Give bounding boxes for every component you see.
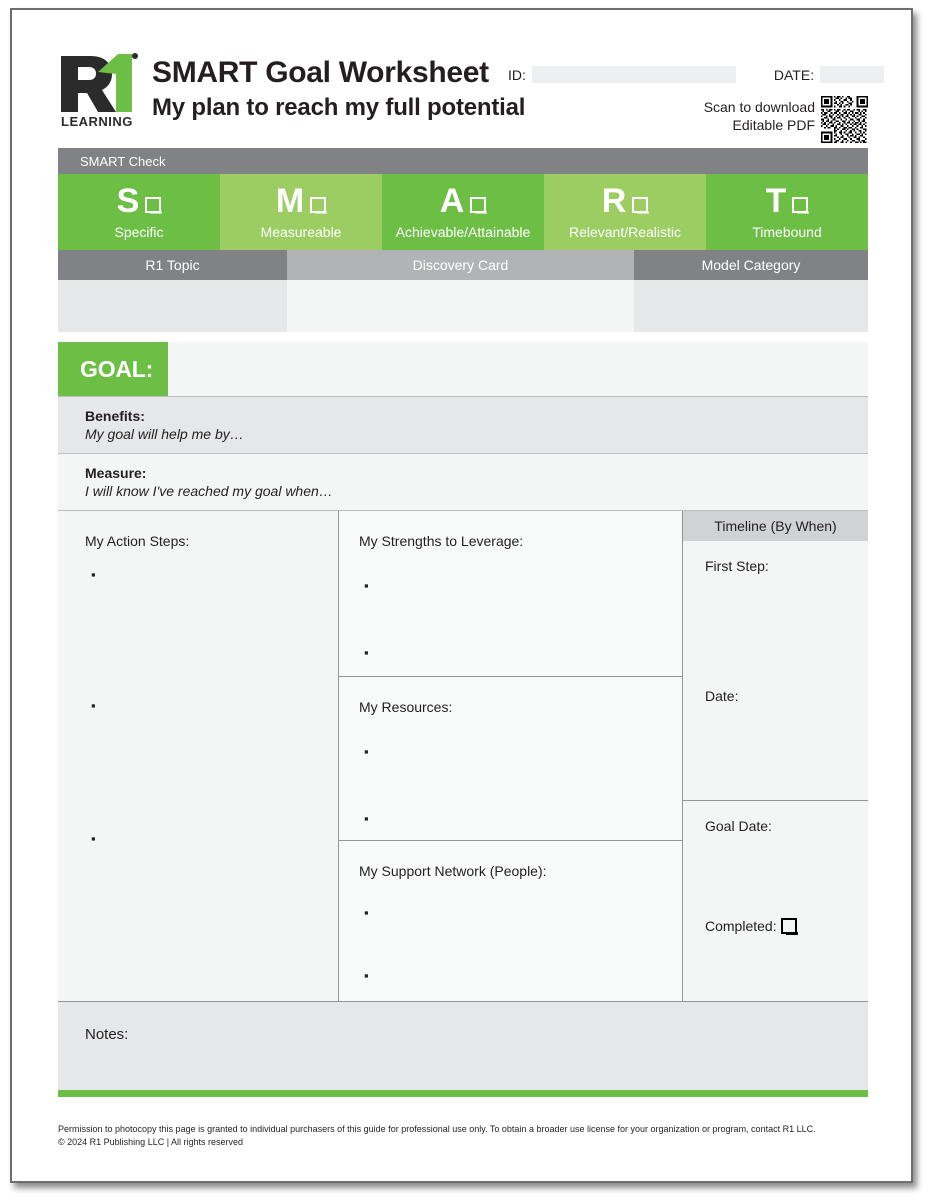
page-header — [58, 46, 868, 146]
action-steps-block — [58, 511, 338, 550]
smart-checkbox-achievable[interactable] — [470, 197, 486, 213]
scan-to-download-block — [704, 96, 868, 143]
goal-input[interactable] — [168, 342, 868, 396]
field-discovery-card[interactable] — [287, 280, 634, 332]
smart-letter-line — [544, 174, 706, 224]
goal-label: GOAL: — [58, 342, 168, 396]
footer-permission-line: Permission to photocopy this page is granted to individual purchasers of this guide for professional use only. To obtain a broader use license for your organization or program, contact R1 LLC. — [58, 1124, 816, 1134]
smart-word: Timebound — [752, 224, 822, 240]
first-step-label: First Step: — [705, 558, 769, 574]
measure-hint: I will know I've reached my goal when… — [85, 483, 333, 499]
header-r1-topic: R1 Topic — [58, 250, 287, 280]
smart-letter: R — [601, 182, 627, 220]
goal-row — [58, 342, 868, 397]
completed-checkbox[interactable] — [781, 918, 797, 934]
smart-check-header — [58, 148, 868, 174]
smart-letter: S — [116, 182, 140, 220]
header-discovery-card: Discovery Card — [287, 250, 634, 280]
action-step-bullet-1[interactable] — [91, 567, 96, 582]
goal-date-box[interactable] — [683, 801, 868, 901]
smart-checkbox-specific[interactable] — [145, 197, 161, 213]
classification-header-row — [58, 250, 868, 280]
page-subtitle: My plan to reach my full potential — [152, 94, 526, 121]
timeline-date-label: Date: — [705, 688, 739, 704]
smart-letter-line — [58, 174, 220, 224]
scan-line-2: Editable PDF — [732, 117, 815, 133]
scan-text — [704, 96, 815, 134]
resources-bullet-1[interactable] — [364, 744, 682, 759]
strengths-section[interactable] — [339, 511, 682, 677]
resources-section[interactable] — [339, 677, 682, 841]
smart-word: Achievable/Attainable — [395, 224, 531, 240]
id-date-row — [508, 66, 884, 83]
id-input[interactable] — [532, 66, 736, 83]
completed-box[interactable] — [683, 901, 868, 1001]
resources-bullet-2[interactable] — [364, 811, 682, 826]
smart-word: Relevant/Realistic — [568, 224, 682, 240]
date-input[interactable] — [820, 66, 884, 83]
field-model-category[interactable] — [634, 280, 868, 332]
id-label: ID: — [508, 66, 526, 83]
smart-item-specific[interactable] — [58, 174, 220, 250]
notes-section[interactable] — [58, 1002, 868, 1090]
action-step-bullet-2[interactable] — [91, 698, 96, 713]
smart-letters-row — [58, 174, 868, 250]
smart-item-relevant[interactable] — [544, 174, 706, 250]
classification-fields-row — [58, 280, 868, 332]
timeline-column — [683, 511, 868, 1001]
smart-letter-line — [382, 174, 544, 224]
action-step-bullet-3[interactable] — [91, 831, 96, 846]
support-network-title: My Support Network (People): — [359, 863, 547, 879]
smart-item-timebound[interactable] — [706, 174, 868, 250]
resources-title: My Resources: — [359, 699, 453, 715]
main-columns — [58, 511, 868, 1002]
date-box[interactable] — [683, 671, 868, 801]
smart-letter-line — [220, 174, 382, 224]
smart-letter-line — [706, 174, 868, 224]
title-block — [152, 56, 525, 123]
smart-letter: A — [439, 182, 465, 220]
scan-line-1: Scan to download — [703, 99, 815, 115]
action-steps-column[interactable] — [58, 511, 339, 1001]
timeline-header: Timeline (By When) — [683, 511, 868, 541]
smart-checkbox-relevant[interactable] — [632, 197, 648, 213]
worksheet-page — [10, 8, 913, 1183]
action-steps-title: My Action Steps: — [85, 533, 190, 549]
measure-section[interactable] — [58, 454, 868, 511]
footer-green-rule — [58, 1090, 868, 1097]
worksheet-body — [58, 148, 868, 1097]
smart-item-achievable[interactable] — [382, 174, 544, 250]
footer-copyright-line: © 2024 R1 Publishing LLC | All rights reserved — [58, 1137, 244, 1147]
qr-code-icon[interactable] — [821, 96, 868, 143]
strengths-bullet-1[interactable] — [364, 578, 682, 593]
smart-letter: M — [275, 182, 305, 220]
middle-column — [339, 511, 683, 1001]
smart-letter: T — [765, 182, 787, 220]
smart-checkbox-timebound[interactable] — [792, 197, 808, 213]
smart-check-label: SMART Check — [80, 153, 166, 169]
support-bullet-1[interactable] — [364, 905, 682, 920]
date-label: DATE: — [773, 66, 815, 83]
spacer — [58, 332, 868, 342]
support-network-section[interactable] — [339, 841, 682, 1001]
page-footer — [58, 1123, 868, 1149]
worksheet-sheet — [12, 10, 911, 1181]
strengths-bullet-2[interactable] — [364, 645, 682, 660]
smart-word: Measureable — [260, 224, 342, 240]
benefits-section[interactable] — [58, 397, 868, 454]
smart-checkbox-measureable[interactable] — [310, 197, 326, 213]
completed-label: Completed: — [705, 918, 777, 934]
r1-learning-logo-icon — [58, 50, 140, 130]
goal-date-label: Goal Date: — [705, 818, 772, 834]
benefits-hint: My goal will help me by… — [85, 426, 244, 442]
smart-word: Specific — [114, 224, 164, 240]
support-bullet-2[interactable] — [364, 968, 682, 983]
measure-label: Measure: — [85, 465, 147, 481]
notes-label: Notes: — [85, 1026, 129, 1043]
page-title: SMART Goal Worksheet — [152, 56, 489, 89]
completed-line — [705, 917, 868, 935]
strengths-title: My Strengths to Leverage: — [359, 533, 524, 549]
smart-item-measureable[interactable] — [220, 174, 382, 250]
logo-wordmark: LEARNING — [61, 114, 133, 129]
field-r1-topic[interactable] — [58, 280, 287, 332]
benefits-label: Benefits: — [85, 408, 145, 424]
header-model-category: Model Category — [634, 250, 868, 280]
first-step-box[interactable] — [683, 541, 868, 671]
